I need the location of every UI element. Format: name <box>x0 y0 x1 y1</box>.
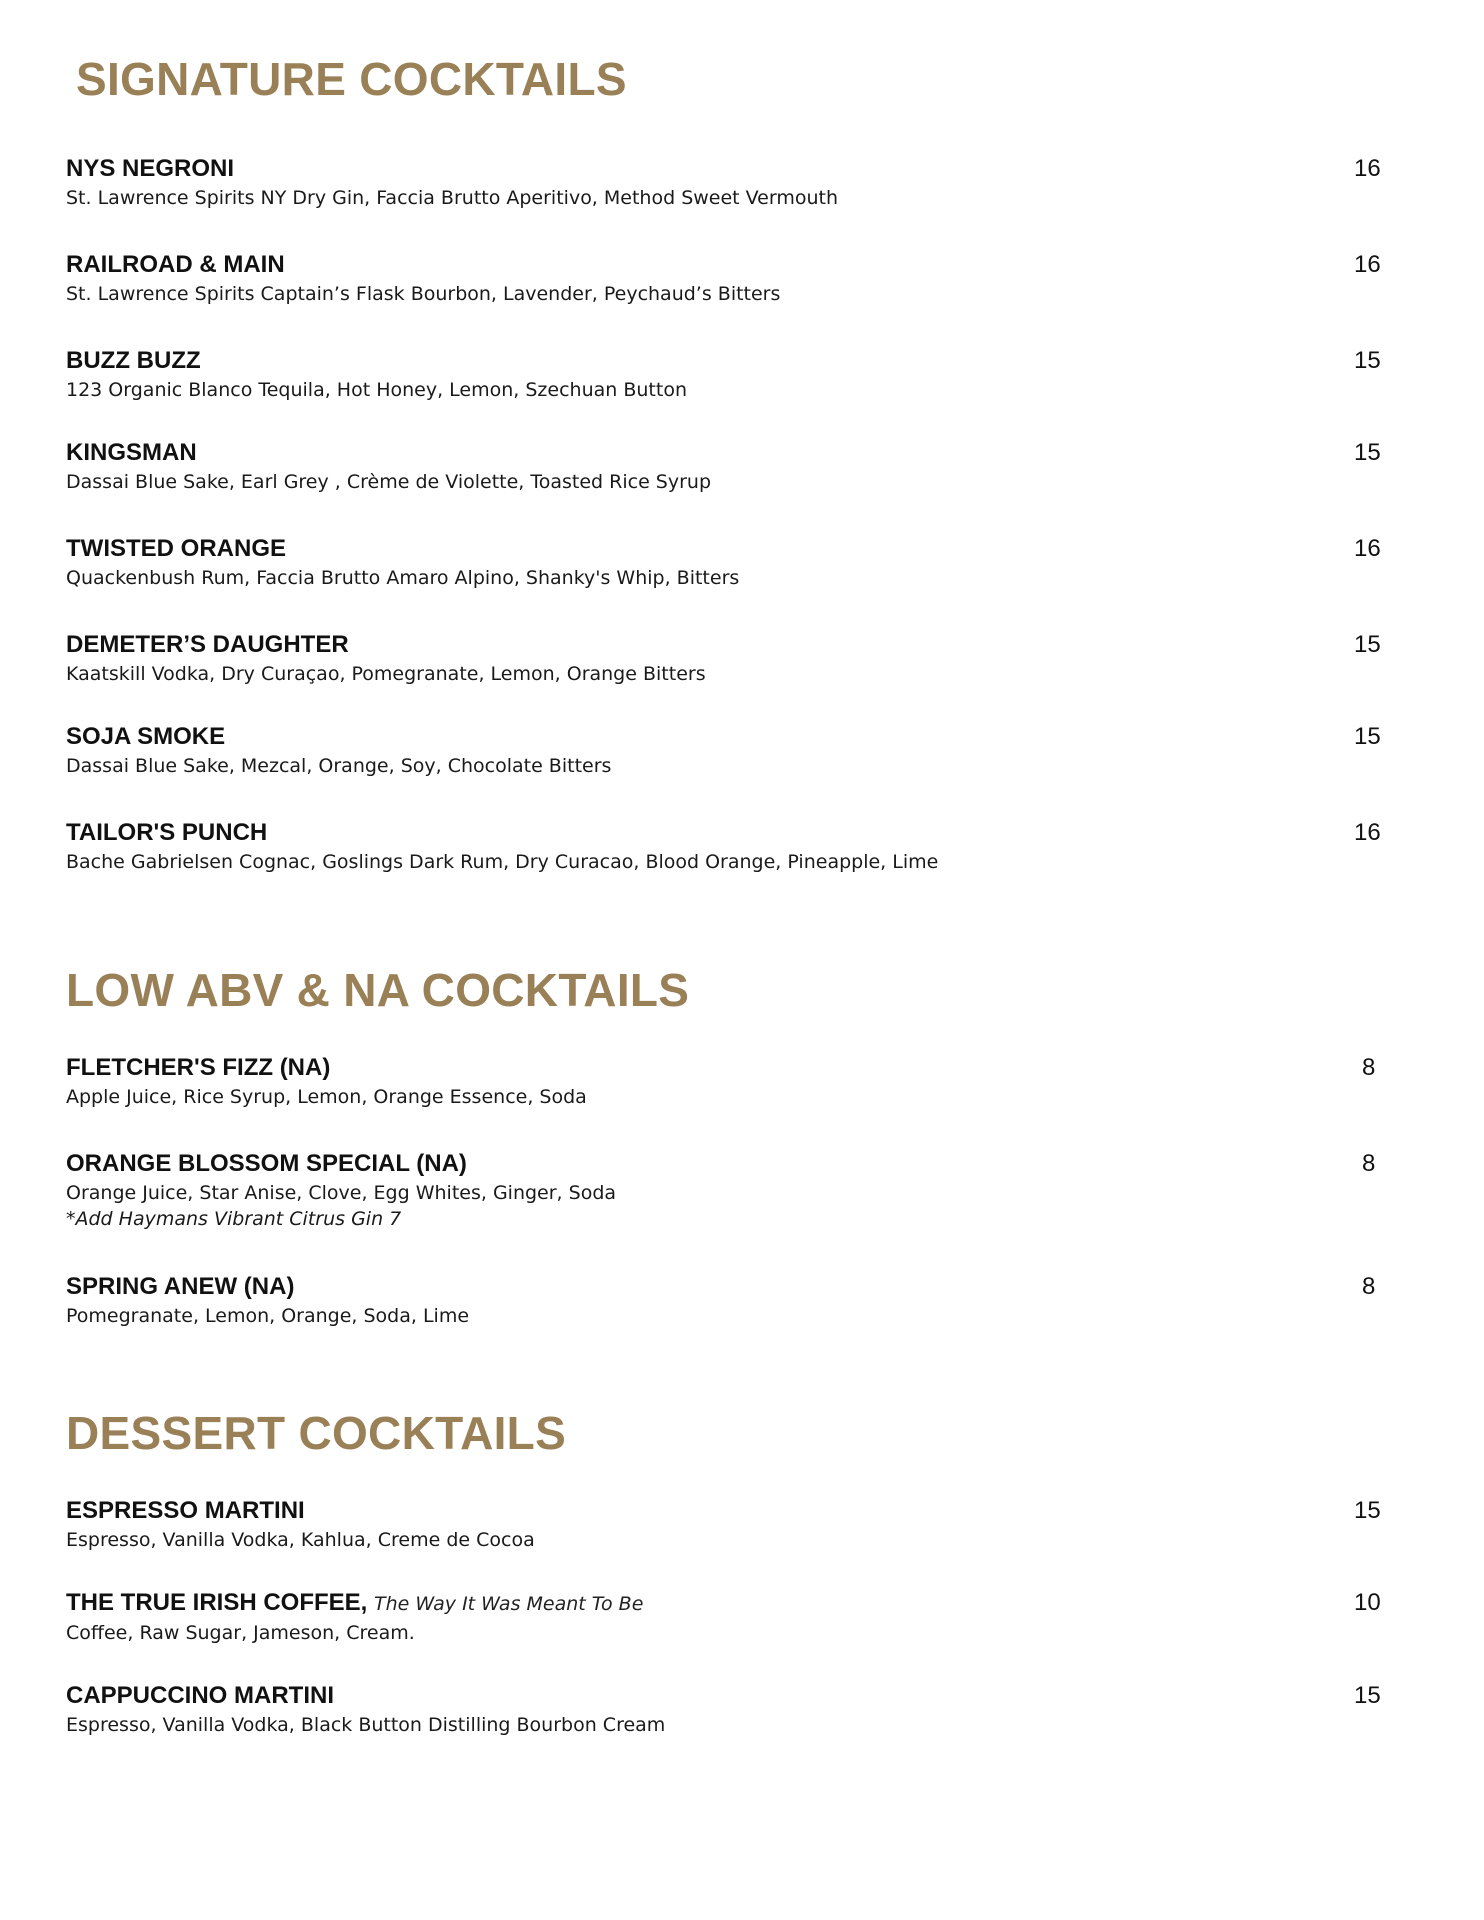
item-name: SPRING ANEW (NA) <box>66 1273 295 1300</box>
item-note: *Add Haymans Vibrant Citrus Gin 7 <box>66 1208 402 1230</box>
item-name: ESPRESSO MARTINI <box>66 1497 305 1524</box>
item-description: Orange Juice, Star Anise, Clove, Egg Whites, Ginger, Soda <box>66 1182 617 1204</box>
item-description: Coffee, Raw Sugar, Jameson, Cream. <box>66 1622 415 1644</box>
item-description: Apple Juice, Rice Syrup, Lemon, Orange Essence, Soda <box>66 1086 587 1108</box>
item-description: 123 Organic Blanco Tequila, Hot Honey, Lemon, Szechuan Button <box>66 379 687 401</box>
item-description: Quackenbush Rum, Faccia Brutto Amaro Alpino, Shanky's Whip, Bitters <box>66 567 740 589</box>
menu-item <box>66 347 1406 403</box>
item-description: Kaatskill Vodka, Dry Curaçao, Pomegranate, Lemon, Orange Bitters <box>66 663 706 685</box>
menu-item <box>66 631 1406 687</box>
item-name: NYS NEGRONI <box>66 155 235 182</box>
item-price: 15 <box>1354 1682 1381 1709</box>
item-description: Espresso, Vanilla Vodka, Kahlua, Creme de Cocoa <box>66 1529 535 1551</box>
item-price: 8 <box>1362 1150 1376 1177</box>
menu-item <box>66 1054 1406 1110</box>
item-price: 10 <box>1354 1589 1381 1616</box>
item-name: TWISTED ORANGE <box>66 535 286 562</box>
item-name: RAILROAD & MAIN <box>66 251 285 278</box>
menu-item <box>66 1682 1406 1738</box>
item-description: Dassai Blue Sake, Mezcal, Orange, Soy, Chocolate Bitters <box>66 755 612 777</box>
item-description: Dassai Blue Sake, Earl Grey , Crème de Violette, Toasted Rice Syrup <box>66 471 712 493</box>
menu-item <box>66 723 1406 779</box>
item-description: Pomegranate, Lemon, Orange, Soda, Lime <box>66 1305 470 1327</box>
item-name: CAPPUCCINO MARTINI <box>66 1682 334 1709</box>
item-description: St. Lawrence Spirits Captain’s Flask Bourbon, Lavender, Peychaud’s Bitters <box>66 283 781 305</box>
item-tagline: The Way It Was Meant To Be <box>374 1593 644 1615</box>
menu-item <box>66 1497 1406 1553</box>
item-price: 16 <box>1354 251 1381 278</box>
menu-item <box>66 819 1406 875</box>
section-title-dessert: DESSERT COCKTAILS <box>66 1407 567 1459</box>
menu-item <box>66 535 1406 591</box>
item-price: 15 <box>1354 439 1381 466</box>
item-description: Espresso, Vanilla Vodka, Black Button Distilling Bourbon Cream <box>66 1714 666 1736</box>
menu-item <box>66 251 1406 307</box>
item-name: DEMETER’S DAUGHTER <box>66 631 349 658</box>
item-price: 16 <box>1354 155 1381 182</box>
item-name-row <box>66 1589 1406 1618</box>
item-price: 15 <box>1354 631 1381 658</box>
item-description: St. Lawrence Spirits NY Dry Gin, Faccia Brutto Aperitivo, Method Sweet Vermouth <box>66 187 839 209</box>
menu-item <box>66 1589 1406 1646</box>
item-price: 15 <box>1354 347 1381 374</box>
item-name: ORANGE BLOSSOM SPECIAL (NA) <box>66 1150 467 1177</box>
menu-item <box>66 1150 1406 1232</box>
item-price: 8 <box>1362 1054 1376 1081</box>
section-title-signature: SIGNATURE COCKTAILS <box>76 53 627 105</box>
menu-item <box>66 155 1406 211</box>
item-name: FLETCHER'S FIZZ (NA) <box>66 1054 331 1081</box>
menu-item <box>66 1273 1406 1329</box>
item-price: 16 <box>1354 819 1381 846</box>
section-title-low-abv: LOW ABV & NA COCKTAILS <box>66 964 690 1016</box>
item-price: 15 <box>1354 723 1381 750</box>
menu-item <box>66 439 1406 495</box>
item-price: 8 <box>1362 1273 1376 1300</box>
item-name: THE TRUE IRISH COFFEE, <box>66 1589 368 1616</box>
item-name: TAILOR'S PUNCH <box>66 819 268 846</box>
item-name: BUZZ BUZZ <box>66 347 201 374</box>
item-description: Bache Gabrielsen Cognac, Goslings Dark Rum, Dry Curacao, Blood Orange, Pineapple, Lime <box>66 851 939 873</box>
item-name: SOJA SMOKE <box>66 723 226 750</box>
item-name: KINGSMAN <box>66 439 197 466</box>
item-price: 15 <box>1354 1497 1381 1524</box>
item-price: 16 <box>1354 535 1381 562</box>
